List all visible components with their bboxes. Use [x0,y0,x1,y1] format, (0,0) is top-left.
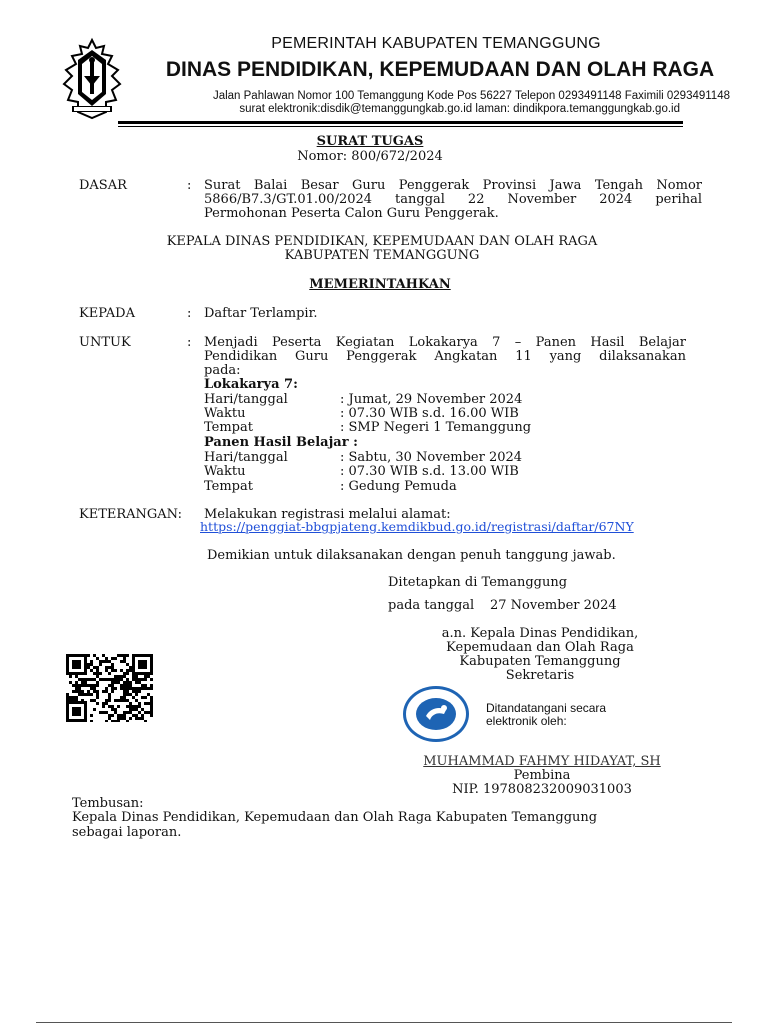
ditetapkan-place: Ditetapkan di Temanggung [388,575,568,590]
kepada-label: KEPADA [79,306,135,321]
lokakarya-place-label: Tempat [204,420,253,435]
panen-day-label: Hari/tanggal [204,450,288,465]
panen-time-label: Waktu [204,464,246,479]
keterangan-label: KETERANGAN: [79,507,182,522]
signatory-name: MUHAMMAD FAHMY HIDAYAT, SH [423,754,661,769]
dasar-line-1: Surat Balai Besar Guru Penggerak Provinsi Jawa Tengah Nomor [204,178,702,193]
header-contact: surat elektronik:disdik@temanggungkab.go.id laman: dindikpora.temanggungkab.go.id [239,103,680,115]
keterangan-text: Melakukan registrasi melalui alamat: [204,507,451,522]
lokakarya-time-label: Waktu [204,406,246,421]
closing-statement: Demikian untuk dilaksanakan dengan penuh tanggung jawab. [207,548,616,563]
header-agency: DINAS PENDIDIKAN, KEPEMUDAAN DAN OLAH RAGA [165,58,715,81]
header-government: PEMERINTAH KABUPATEN TEMANGGUNG [271,35,601,52]
untuk-line-1: Menjadi Peserta Kegiatan Lokakarya 7 – Panen Hasil Belajar [204,335,686,350]
ditetapkan-date: 27 November 2024 [490,598,617,613]
footer-rule [36,1022,732,1023]
kepala-line-1: KEPALA DINAS PENDIDIKAN, KEPEMUDAAN DAN OLAH RAGA [166,234,598,249]
esign-text-2: elektronik oleh: [486,714,567,728]
kepada-colon: : [187,306,192,321]
tembusan-label: Tembusan: [72,796,144,811]
registration-link[interactable]: https://penggiat-bbgpjateng.kemdikbud.go.id/registrasi/daftar/67NY [200,519,634,534]
panen-day-value: : Sabtu, 30 November 2024 [340,450,523,465]
lokakarya-place-value: : SMP Negeri 1 Temanggung [340,420,532,435]
untuk-label: UNTUK [79,335,131,350]
tembusan-line-2: sebagai laporan. [72,825,182,840]
document-title: SURAT TUGAS [316,134,424,149]
signatory-nip: NIP. 197808232009031003 [452,782,632,797]
regency-logo [56,36,128,122]
untuk-colon: : [187,335,192,350]
panen-time-value: : 07.30 WIB s.d. 13.00 WIB [340,464,519,479]
dasar-label: DASAR [79,178,127,193]
dasar-line-3: Permohonan Peserta Calon Guru Penggerak. [204,206,499,221]
esign-text-1: Ditandatangani secara [486,701,607,715]
header-rule-thin [118,126,683,127]
tembusan-line-1: Kepala Dinas Pendidikan, Kepemudaan dan Olah Raga Kabupaten Temanggung [72,810,598,825]
dasar-line-2: 5866/B7.3/GT.01.00/2024 tanggal 22 November 2024 perihal [204,192,702,207]
signatory-line-3: Kabupaten Temanggung [459,654,621,669]
signatory-line-1: a.n. Kepala Dinas Pendidikan, [441,626,639,641]
signatory-line-4: Sekretaris [505,668,575,683]
header-rule-thick [118,121,683,124]
lokakarya-day-value: : Jumat, 29 November 2024 [340,392,523,407]
lokakarya-time-value: : 07.30 WIB s.d. 16.00 WIB [340,406,519,421]
memerintahkan-heading: MEMERINTAHKAN [309,277,451,292]
lokakarya-day-label: Hari/tanggal [204,392,288,407]
signatory-line-2: Kepemudaan dan Olah Raga [446,640,634,655]
ditetapkan-date-label: pada tanggal [388,598,475,613]
qr-code [66,654,153,722]
dasar-colon: : [187,178,192,193]
document-number: Nomor: 800/672/2024 [297,149,443,164]
panen-place-value: : Gedung Pemuda [340,479,457,494]
signatory-rank: Pembina [513,768,571,783]
panen-title: Panen Hasil Belajar : [204,435,358,450]
untuk-line-3: pada: [204,363,241,378]
kepala-line-2: KABUPATEN TEMANGGUNG [284,248,480,263]
panen-place-label: Tempat [204,479,253,494]
electronic-seal-icon [400,684,472,744]
lokakarya-title: Lokakarya 7: [204,377,298,392]
untuk-line-2: Pendidikan Guru Penggerak Angkatan 11 yang dilaksanakan [204,349,686,364]
header-address: Jalan Pahlawan Nomor 100 Temanggung Kode Pos 56227 Telepon 0293491148 Faximili 0293491148 [212,90,730,102]
kepada-value: Daftar Terlampir. [204,306,318,321]
